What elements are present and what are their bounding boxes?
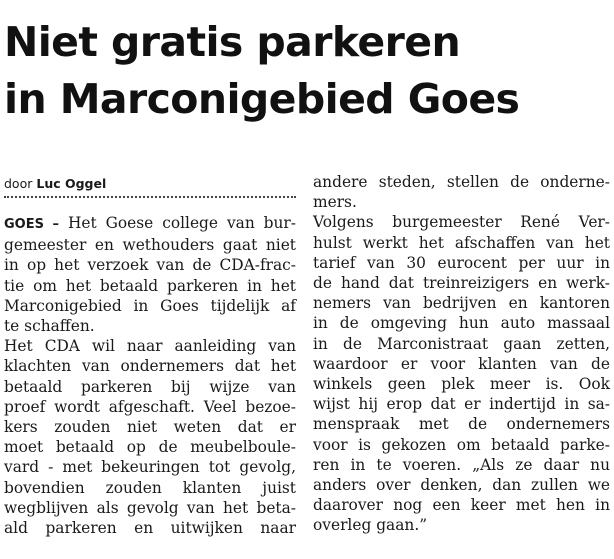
body-line: menspraak met de ondernemers bbox=[313, 415, 610, 434]
body-line: wegblijven als gevolg van het beta- bbox=[4, 498, 296, 517]
body-line: de hand dat treinreizigers en werk- bbox=[313, 274, 610, 293]
dateline: GOES – bbox=[4, 217, 60, 232]
body-line: wijst hij erop dat er indertijd in sa- bbox=[313, 395, 610, 414]
body-line: in op het verzoek van de CDA-frac- bbox=[4, 256, 296, 275]
byline-block bbox=[4, 172, 296, 196]
body-line: hulst werkt het afschaffen van het bbox=[313, 233, 610, 252]
byline-divider bbox=[4, 196, 296, 198]
article-column-left bbox=[4, 172, 296, 538]
byline-author: Luc Oggel bbox=[36, 176, 107, 191]
body-line: vard - met bekeuringen tot gevolg, bbox=[4, 458, 296, 477]
body-line: in de Marconistraat gaan zetten, bbox=[313, 334, 610, 353]
body-line: Marconigebied in Goes tijdelijk af bbox=[4, 296, 296, 315]
headline-line: Niet gratis parkeren bbox=[4, 18, 461, 66]
body-line: overleg gaan.” bbox=[313, 516, 428, 535]
body-line: proef wordt afgeschaft. Veel bezoe- bbox=[4, 397, 296, 416]
body-line: in de omgeving hun auto massaal bbox=[313, 314, 610, 333]
body-line: ald parkeren en uitwijken naar bbox=[4, 519, 296, 538]
article-column-right bbox=[313, 172, 610, 536]
body-line: tie om het betaald parkeren in het bbox=[4, 276, 296, 295]
body-line: andere steden, stellen de onderne- bbox=[313, 173, 610, 191]
body-line: Volgens burgemeester René Ver- bbox=[313, 213, 610, 232]
body-line bbox=[4, 213, 296, 235]
body-line: kers zouden niet weten dat er bbox=[4, 418, 296, 437]
body-line: gemeester en wethouders gaat niet bbox=[4, 236, 296, 255]
body-line: klachten van ondernemers dat het bbox=[4, 357, 296, 376]
body-line: Het CDA wil naar aanleiding van bbox=[4, 337, 296, 356]
body-line: daarover nog een keer met hen in bbox=[313, 496, 610, 515]
body-line: nemers van bedrijven en kantoren bbox=[313, 294, 610, 313]
body-line: mers. bbox=[313, 193, 357, 212]
body-line: tarief van 30 eurocent per uur in bbox=[313, 253, 610, 272]
headline-line: in Marconigebied Goes bbox=[4, 75, 520, 123]
body-line: betaald parkeren bij wijze van bbox=[4, 377, 296, 396]
headline bbox=[4, 14, 610, 128]
byline-prefix: door bbox=[4, 176, 33, 191]
body-line: winkels geen plek meer is. Ook bbox=[313, 375, 610, 394]
body-line: bovendien zouden klanten juist bbox=[4, 478, 296, 497]
body-line: waardoor er voor klanten van de bbox=[313, 354, 610, 373]
body-line: te schaffen. bbox=[4, 317, 95, 336]
body-line: ren in te voeren. „Als ze daar nu bbox=[313, 455, 610, 474]
body-line-text: Het Goese college van bur- bbox=[59, 214, 296, 232]
byline bbox=[4, 172, 296, 196]
body-line: moet betaald op de meubelboule- bbox=[4, 438, 296, 457]
body-line: voor is gekozen om betaald parke- bbox=[313, 435, 610, 454]
body-line: anders over denken, dan zullen we bbox=[313, 476, 610, 495]
